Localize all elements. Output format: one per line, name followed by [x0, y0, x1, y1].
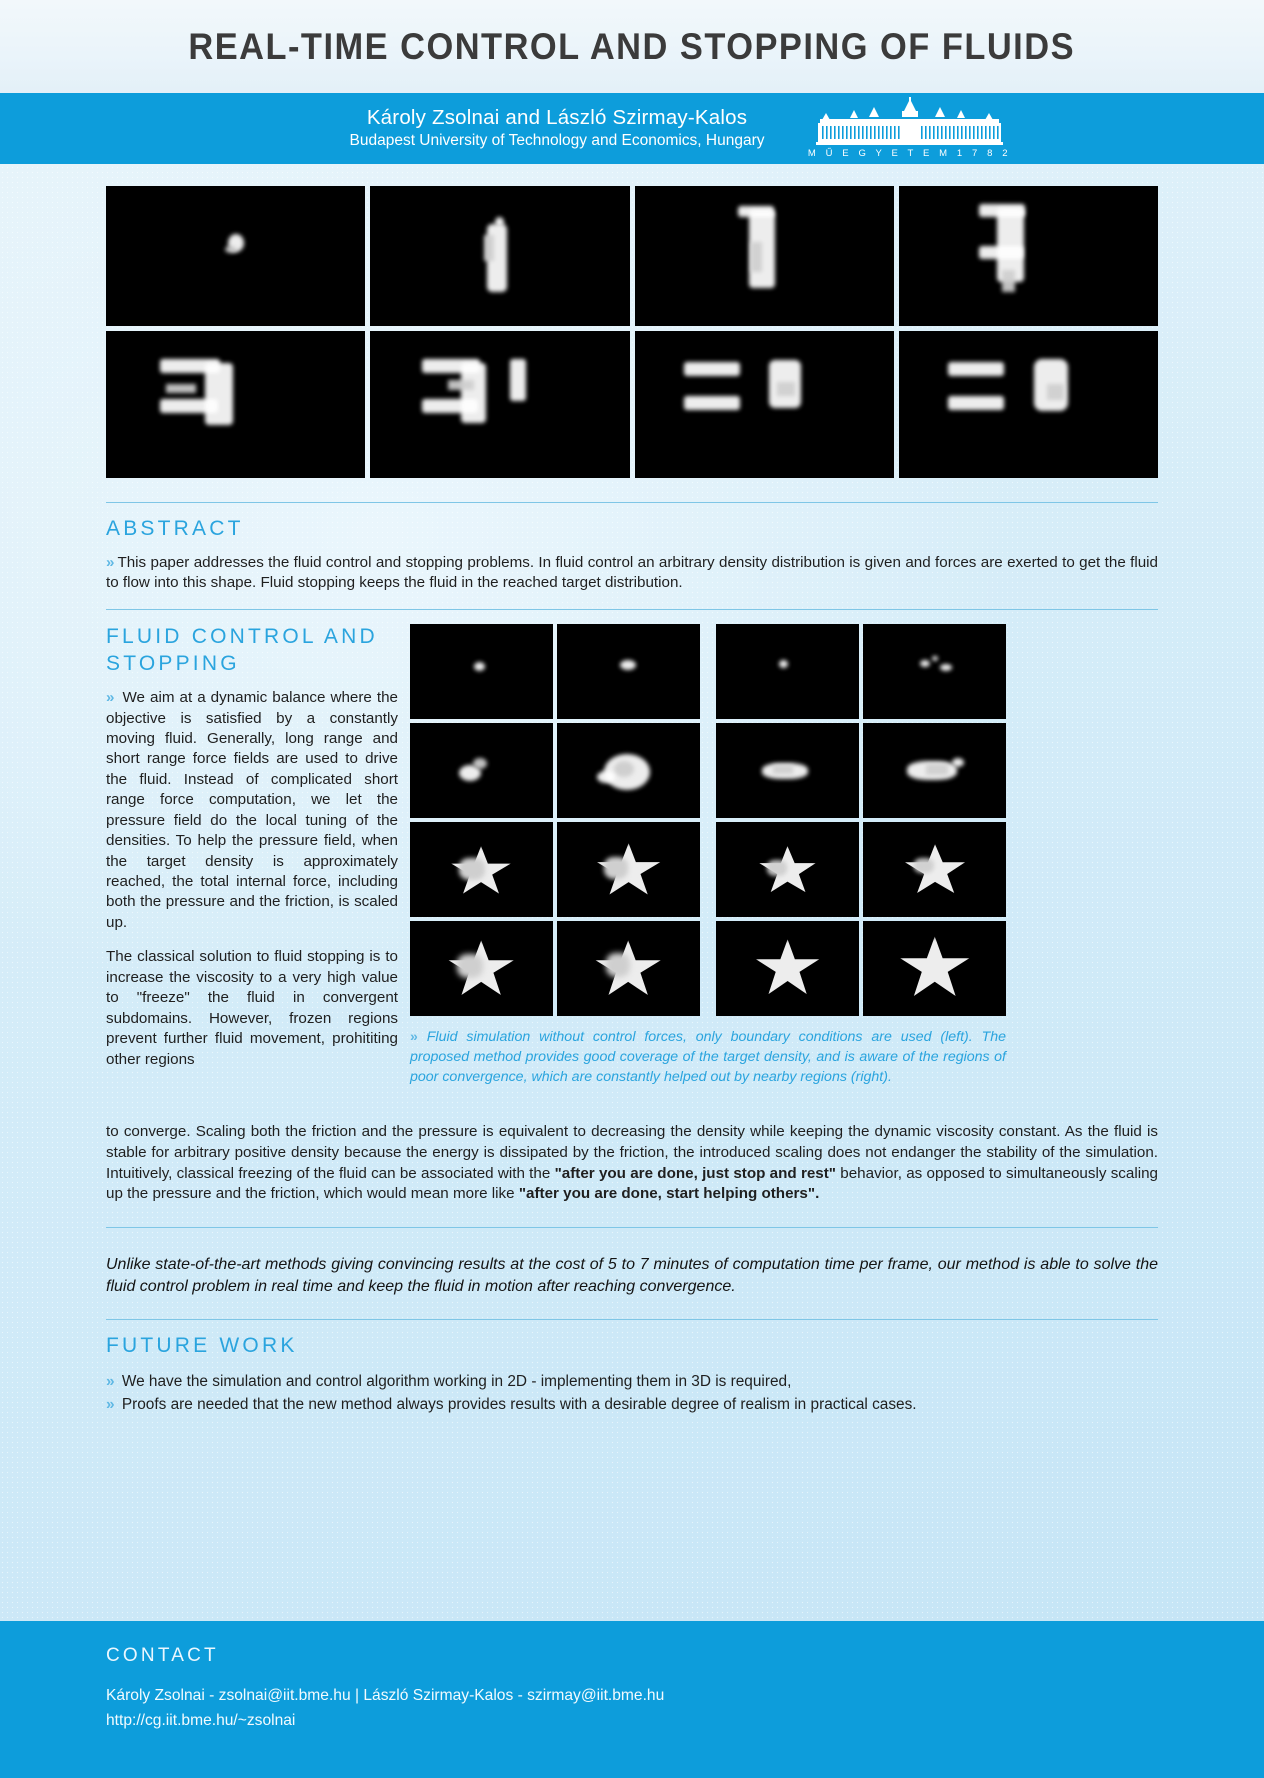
figure-frame-8	[899, 331, 1158, 478]
fluid-control-paragraph-1	[106, 688, 398, 933]
grid-gap	[704, 822, 712, 917]
grid-gap	[704, 723, 712, 818]
caption-segment-2: . The proposed method provides good coverage of the target density, and is aware of the regions of poor convergence, which are constantly helped out by nearby regions	[410, 1029, 1006, 1085]
bme-logo	[802, 97, 1017, 161]
figure-frame-4	[899, 186, 1158, 326]
grid-gap	[704, 921, 712, 1016]
contact-website[interactable]: http://cg.iit.bme.hu/~zsolnai	[106, 1712, 296, 1730]
paragraph-1-text: We aim at a dynamic balance where the objective is satisfied by a constantly moving fluid. Generally, long range and short range force fields are used to drive the fluid. Instead of complicated short range force computation, we let the pressure field do the local tuning of the densities. To help the pressure field, when the target density is approximately reached, the total internal force, including both the pressure and the friction, is scaled up.	[106, 689, 398, 931]
flow-quote-2: "after you are done, start helping others".	[518, 1185, 820, 1203]
sim-cell-l4b	[557, 921, 700, 1016]
caption-emphasis-left: (left)	[940, 1029, 969, 1046]
right-column	[410, 624, 1006, 1087]
section-heading-abstract: ABSTRACT	[106, 517, 244, 540]
flow-quote-1: "after you are done, just stop and rest"	[554, 1164, 837, 1182]
fluid-control-section	[0, 624, 1264, 1122]
sim-cell-l3b	[557, 822, 700, 917]
list-bullet: »	[106, 1373, 115, 1390]
author-names: Károly Zsolnai and László Szirmay-Kalos	[366, 105, 748, 129]
author-band	[0, 93, 1264, 164]
sim-cell-l2a	[410, 723, 553, 818]
future-work-list	[106, 1370, 1158, 1416]
list-item	[106, 1370, 1158, 1393]
fluid-control-paragraph-2: The classical solution to fluid stopping is to increase the viscosity to a very high value to "freeze" the fluid in convergent subdomains. However, frozen regions prevent further fluid movement, prohititing other regions	[106, 948, 398, 1068]
caption-segment-3: .	[887, 1068, 892, 1085]
sim-cell-r1a	[716, 624, 859, 719]
author-block	[350, 105, 765, 152]
figure-frame-2	[370, 186, 629, 326]
flow-text-part-1: to converge. Scaling both the friction and the pressure is equivalent to decreasing the density while keeping the dynamic viscosity constant. As the fluid is stable for arbitrary positive density because the energy is dissipated by the friction, the introduced scaling does not endanger the stability of the simulation. Intuitively, classical freezing of the fluid can be associated with the	[106, 1123, 1158, 1182]
abstract-paragraph	[106, 553, 1158, 593]
abstract-bottom-divider	[106, 609, 1158, 610]
figure-caption	[410, 1028, 1006, 1087]
figure-frame-3	[635, 186, 894, 326]
contact-band	[0, 1621, 1264, 1778]
logo-caption: M Ű E G Y E T E M 1 7 8 2	[807, 148, 1012, 159]
heading-line-1: FLUID CONTROL AND	[106, 625, 378, 649]
highlight-statement: Unlike state-of-the-art methods giving convincing results at the cost of 5 to 7 minutes of computation time per frame, our method is able to solve the fluid control problem in real time and keep the fluid in motion after reaching convergence.	[106, 1255, 1158, 1296]
sim-cell-r3b	[863, 822, 1006, 917]
highlight-bottom-divider	[106, 1319, 1158, 1320]
section-heading-fluid-control	[106, 624, 398, 678]
bme-building-logo-icon	[802, 97, 1017, 147]
contact-details	[106, 1683, 1264, 1734]
section-heading-contact: CONTACT	[106, 1645, 219, 1666]
title-band	[0, 0, 1264, 93]
affiliation: Budapest University of Technology and Economics, Hungary	[349, 132, 765, 150]
sim-cell-r2b	[863, 723, 1006, 818]
contact-emails: Károly Zsolnai - zsolnai@iit.bme.hu | László Szirmay-Kalos - szirmay@iit.bme.hu	[106, 1687, 665, 1704]
left-column	[106, 624, 398, 1070]
sim-cell-r4a	[716, 921, 859, 1016]
sim-cell-r4b	[863, 921, 1006, 1016]
sim-cell-r1b	[863, 624, 1006, 719]
caption-emphasis-right: (right)	[850, 1068, 888, 1085]
list-item	[106, 1393, 1158, 1416]
flow-text-part-2: behavior, as opposed to simultaneously scaling up the pressure and the friction, which would mean more like	[106, 1164, 1158, 1203]
abstract-text: This paper addresses the fluid control and stopping problems. In fluid control an arbitrary density distribution is given and forces are exerted to get the fluid to flow into this shape. Fluid stopping keeps the fluid in the reached target distribution.	[106, 553, 1158, 592]
sim-cell-l4a	[410, 921, 553, 1016]
sim-cell-l2b	[557, 723, 700, 818]
figure-frame-1	[106, 186, 365, 326]
sim-cell-l1b	[557, 624, 700, 719]
abstract-bullet: »	[106, 553, 115, 571]
sim-cell-l1a	[410, 624, 553, 719]
grid-gap	[704, 624, 712, 719]
figure-frame-6	[370, 331, 629, 478]
flow-paragraph	[106, 1122, 1158, 1204]
star-convergence-grid	[410, 624, 1006, 1016]
figure-frame-7	[635, 331, 894, 478]
paragraph-bullet: »	[106, 689, 115, 707]
top-figure-grid	[106, 186, 1158, 478]
sim-cell-l3a	[410, 822, 553, 917]
page-title: REAL-TIME CONTROL AND STOPPING OF FLUIDS	[188, 25, 1076, 67]
highlight-top-divider	[106, 1227, 1158, 1228]
caption-bullet: »	[410, 1029, 418, 1046]
caption-segment-1: Fluid simulation without control forces, only boundary conditions are used	[426, 1029, 941, 1046]
abstract-divider	[106, 502, 1158, 503]
list-bullet: »	[106, 1396, 115, 1414]
sim-cell-r2a	[716, 723, 859, 818]
sim-cell-r3a	[716, 822, 859, 917]
heading-line-2: STOPPING	[106, 652, 240, 676]
figure-frame-5	[106, 331, 365, 478]
list-item-label: Proofs are needed that the new method always provides results with a desirable degree of realism in practical cases.	[121, 1396, 917, 1414]
section-heading-future-work: FUTURE WORK	[106, 1334, 298, 1358]
list-item-label: We have the simulation and control algorithm working in 2D - implementing them in 3D is required,	[121, 1373, 792, 1390]
